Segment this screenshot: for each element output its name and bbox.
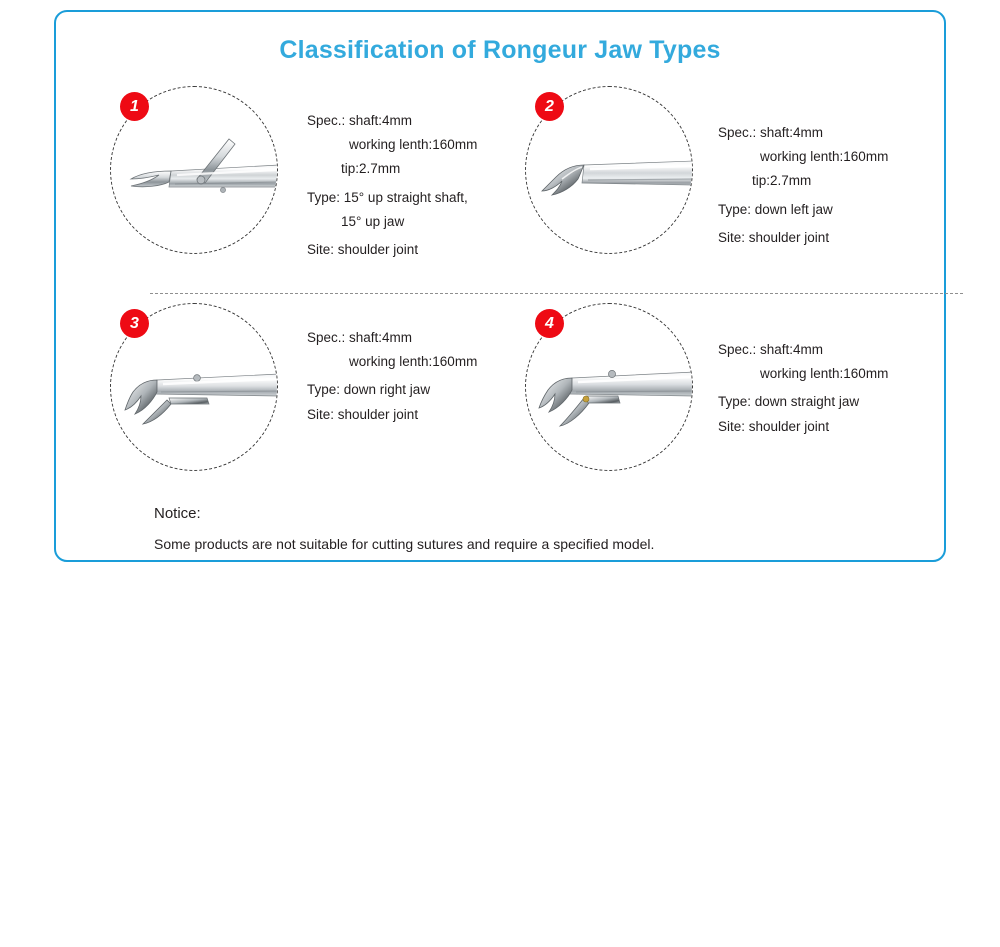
spec-line: Spec.: shaft:4mm [307, 113, 413, 128]
spec-line: working lenth:160mm [760, 149, 889, 165]
jaw-type-item-4 [511, 297, 941, 497]
spec-line: tip:2.7mm [752, 173, 812, 189]
info-card [54, 10, 946, 562]
spec-line: Type: down straight jaw [718, 394, 860, 410]
item-number-badge: 1 [120, 92, 149, 121]
section-divider [150, 293, 963, 294]
spec-line: working lenth:160mm [349, 137, 478, 153]
jaw-type-spec-1 [307, 109, 477, 262]
jaw-type-item-2 [511, 80, 941, 280]
jaw-type-photo-1 [110, 86, 278, 254]
jaw-type-photo-4 [525, 303, 693, 471]
spec-line: Spec.: shaft:4mm [718, 342, 824, 357]
spec-line: Site: shoulder joint [718, 418, 830, 434]
spec-line: Type: down left jaw [718, 201, 833, 217]
spec-line: Spec.: shaft:4mm [718, 125, 824, 140]
jaw-type-spec-4 [718, 338, 888, 439]
spec-line: 15° up jaw [341, 213, 405, 229]
notice-title: Notice: [154, 505, 201, 522]
page-title: Classification of Rongeur Jaw Types [279, 36, 721, 64]
item-number-badge: 2 [535, 92, 564, 121]
spec-line: Site: shoulder joint [307, 242, 419, 258]
spec-line: Type: 15° up straight shaft, [307, 189, 468, 205]
jaw-type-item-1 [96, 80, 526, 280]
notice-block [154, 502, 654, 555]
item-row-1 [56, 80, 944, 280]
item-number-badge: 4 [535, 309, 564, 338]
spec-line: tip:2.7mm [341, 161, 401, 177]
jaw-type-item-3 [96, 297, 526, 497]
spec-line: Site: shoulder joint [307, 406, 419, 422]
spec-line: Type: down right jaw [307, 382, 431, 398]
jaw-type-spec-2 [718, 121, 888, 250]
spec-line: working lenth:160mm [760, 366, 889, 382]
item-number-badge: 3 [120, 309, 149, 338]
spec-line: Spec.: shaft:4mm [307, 330, 413, 345]
jaw-type-spec-3 [307, 326, 477, 427]
item-row-2 [56, 297, 944, 497]
spec-line: working lenth:160mm [349, 354, 478, 370]
jaw-type-photo-2 [525, 86, 693, 254]
notice-text: Some products are not suitable for cutting sutures and require a specified model. [154, 536, 655, 552]
spec-line: Site: shoulder joint [718, 229, 830, 245]
jaw-type-photo-3 [110, 303, 278, 471]
